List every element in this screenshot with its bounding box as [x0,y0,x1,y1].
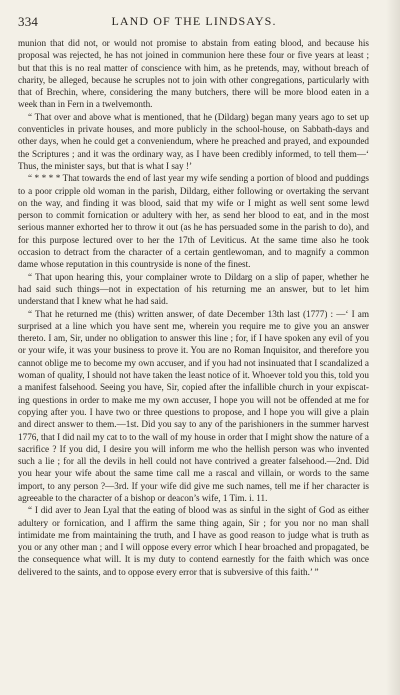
body-text [18,37,369,578]
paragraph: “ * * * * That towards the end of last year my wife sending a portion of blood and puddings to a poor cripple old woman in the parish, Dildarg, either following or overtaking the servant on the way, and finding it was blood, said that my wife or I might as well sent some lewd person to commit fornication or adultery with her, as send her blood to eat, and in the most serious manner exhorted her to throw it out (as he has persuaded some in the parish to do), and for this purpose lectured over to her the 17th of Leviticus. At the same time also he took occasion to detract from the character of a certain gentlewoman, and to magnify a common dame whose reputation in this countryside is none of the finest. [18,173,369,270]
page-edge-shadow [386,0,400,695]
paragraph: “ That upon hearing this, your complainer wrote to Dildarg on a slip of paper, whether he had said such things—not in expectation of his returning me an answer, but to let him understand that I knew what he had said. [18,271,369,307]
paragraph: “ That he returned me (this) written answer, of date December 13th last (1777) : —‘ I am surprised at a line which you have sent me, wherein you require me to give you an answer thereto. I am, Sir, under no obligation to answer this line ; for, if I have spoken any evil of you or your wife, it was your business to prove it. You are no Roman Inquisitor, and therefore you cannot oblige me to become my own accuser, and if you had not insinuated that I scandalized a woman of quality, I should not have taken the least notice of it. Whoever told you this, told you a manifest falsehood. Seeing you have, Sir, copied after the infallible church in your expiscat-ing questions in order to make me my own accuser, I hope you will not be offended at me for copying after you. I have two or three questions to propose, and I hope you will give a plain and direct answer to them.—1st. Did you say to any of the parishioners in the summer harvest 1776, that I did nail my cat to to the wall of my house in order that I might show the nature of a sacrifice ? If you did, I desire you will inform me who the hellish person was who invented such a lie ; for all the devils in hell could not have contrived a greater falsehood.—2nd. Did you hear your wife about the same time call me a rascal and villain, or words to the same import, to any person ?—3rd. If your wife did give me such names, tell me if her character is agreeable to the character of a bishop or deacon’s wife, 1 Tim. i. 11. [18,308,369,503]
page-header [18,14,370,30]
paragraph: munion that did not, or would not promise to abstain from eating blood, and because his proposal was rejected, he has not joined in communion here these four or five years at least ; but that this is no real matter of conscience with him, as he pretends, may, without breach of charity, be alleged, because he scruples not to join with other congregations, particularly with that of Brechin, where, considering the many butchers, there will be more blood eaten in a week than in Fern in a twelvemonth. [18,38,369,110]
running-title: LAND OF THE LINDSAYS. [111,14,277,28]
page-number: 334 [18,14,39,29]
paragraph: “ That over and above what is mentioned, that he (Dildarg) began many years ago to set up conventicles in private houses, and more publicly in the school-house, on Sabbath-days and other days, when he could get a conveniendum, where he preached and prayed, and expounded the Scriptures ; and it was the ordinary way, as I have been credibly informed, to tell them—‘ Thus, the minister says, but that is what I say !’ [18,111,369,171]
paragraph: “ I did aver to Jean Lyal that the eating of blood was as sinful in the sight of God as either adultery or fornication, and I affirm the same thing again, Sir ; for you nor no man shall intimidate me from maintaining the truth, and I have as good reason to judge what is truth as you or any other man ; and I will oppose every error which I hear broached and propagated, be the consequence what will. It is my duty to contend earnestly for the faith which was once delivered to the saints, and to oppose every error that is subversive of this faith.’ ” [18,505,369,577]
